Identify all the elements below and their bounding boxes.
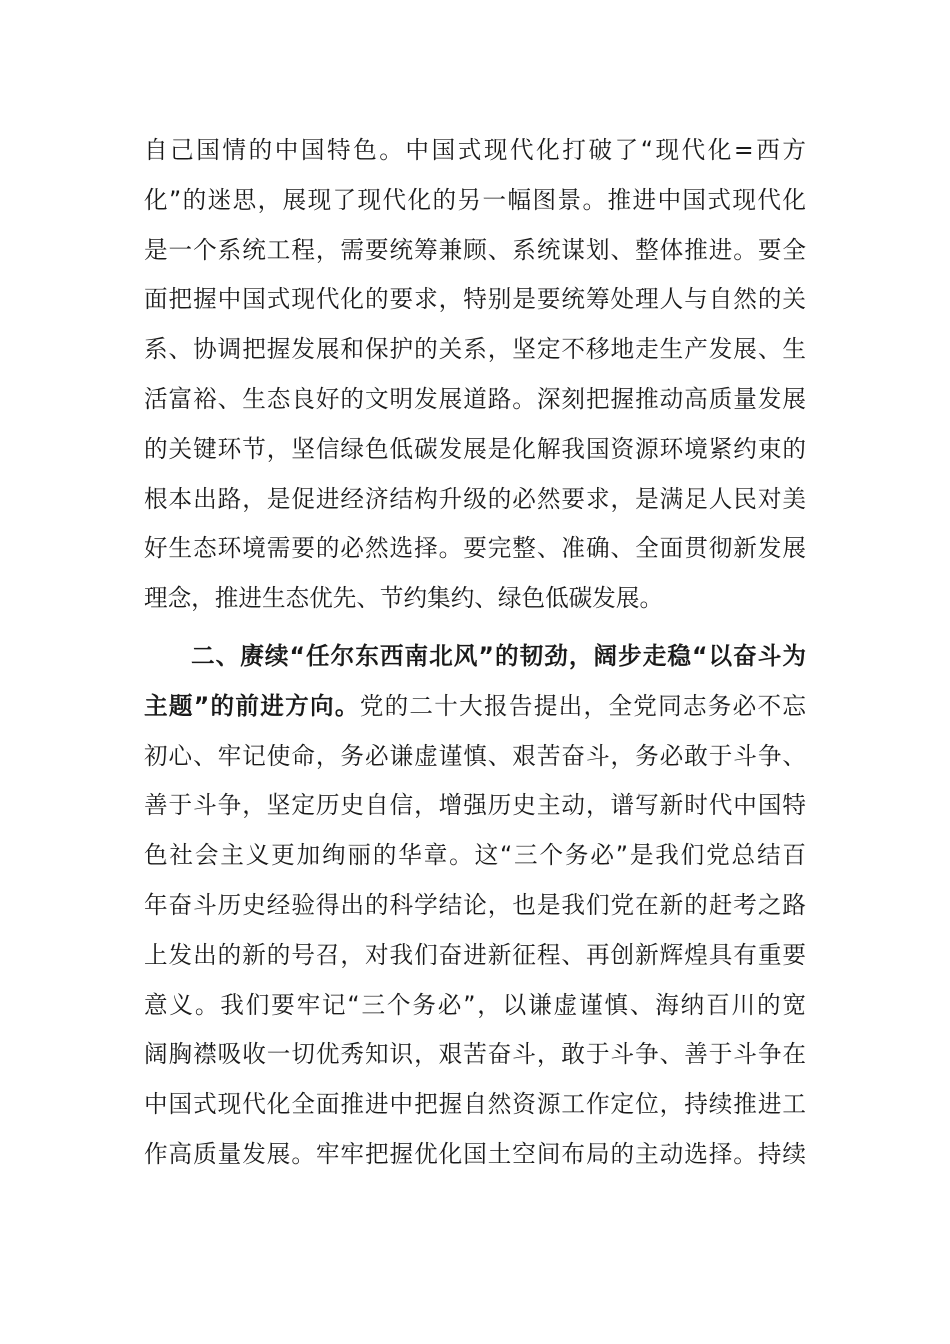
text-line: 好生态环境需要的必然选择。要完整、准确、全面贯彻新发展 — [144, 534, 806, 563]
document-page — [144, 126, 806, 1180]
text-line: 化”的迷思，展现了现代化的另一幅图景。推进中国式现代化 — [144, 185, 806, 214]
text-line: 面把握中国式现代化的要求，特别是要统筹处理人与自然的关 — [144, 285, 806, 314]
text-line: 作高质量发展。牢牢把握优化国土空间布局的主动选择。持续 — [144, 1139, 806, 1168]
text-span: 党的二十大报告提出，全党同志务必不忘 — [359, 691, 806, 720]
section-heading: 二、赓续“任尔东西南北风”的韧劲，阔步走稳“以奋斗为 — [191, 641, 806, 670]
text-line: 初心、牢记使命，务必谦虚谨慎、艰苦奋斗，务必敢于斗争、 — [144, 741, 806, 770]
text-line: 意义。我们要牢记“三个务必”，以谦虚谨慎、海纳百川的宽 — [144, 990, 806, 1019]
text-line: 年奋斗历史经验得出的科学结论，也是我们党在新的赶考之路 — [144, 890, 806, 919]
text-line: 阔胸襟吸收一切优秀知识，艰苦奋斗，敢于斗争、善于斗争在 — [144, 1040, 806, 1069]
text-line: 上发出的新的号召，对我们奋进新征程、再创新辉煌具有重要 — [144, 940, 806, 969]
text-line: 色社会主义更加绚丽的华章。这“三个务必”是我们党总结百 — [144, 841, 806, 870]
text-line: 的关键环节，坚信绿色低碳发展是化解我国资源环境紧约束的 — [144, 434, 806, 463]
paragraph-gap — [144, 624, 806, 632]
text-line: 理念，推进生态优先、节约集约、绿色低碳发展。 — [144, 584, 664, 613]
paragraph-2 — [144, 632, 806, 1180]
text-line: 中国式现代化全面推进中把握自然资源工作定位，持续推进工 — [144, 1090, 806, 1119]
text-line: 系、协调把握发展和保护的关系，坚定不移地走生产发展、生 — [144, 335, 806, 364]
text-line — [144, 682, 806, 732]
text-line: 善于斗争，坚定历史自信，增强历史主动，谱写新时代中国特 — [144, 791, 806, 820]
text-line: 自己国情的中国特色。中国式现代化打破了“现代化=西方 — [144, 136, 806, 164]
text-line: 是一个系统工程，需要统筹兼顾、系统谋划、整体推进。要全 — [144, 235, 806, 264]
text-line: 根本出路，是促进经济结构升级的必然要求，是满足人民对美 — [144, 484, 806, 513]
section-heading-end: 主题”的前进方向。 — [144, 691, 360, 720]
text-line: 活富裕、生态良好的文明发展道路。深刻把握推动高质量发展 — [144, 384, 806, 413]
paragraph-1 — [144, 126, 806, 624]
